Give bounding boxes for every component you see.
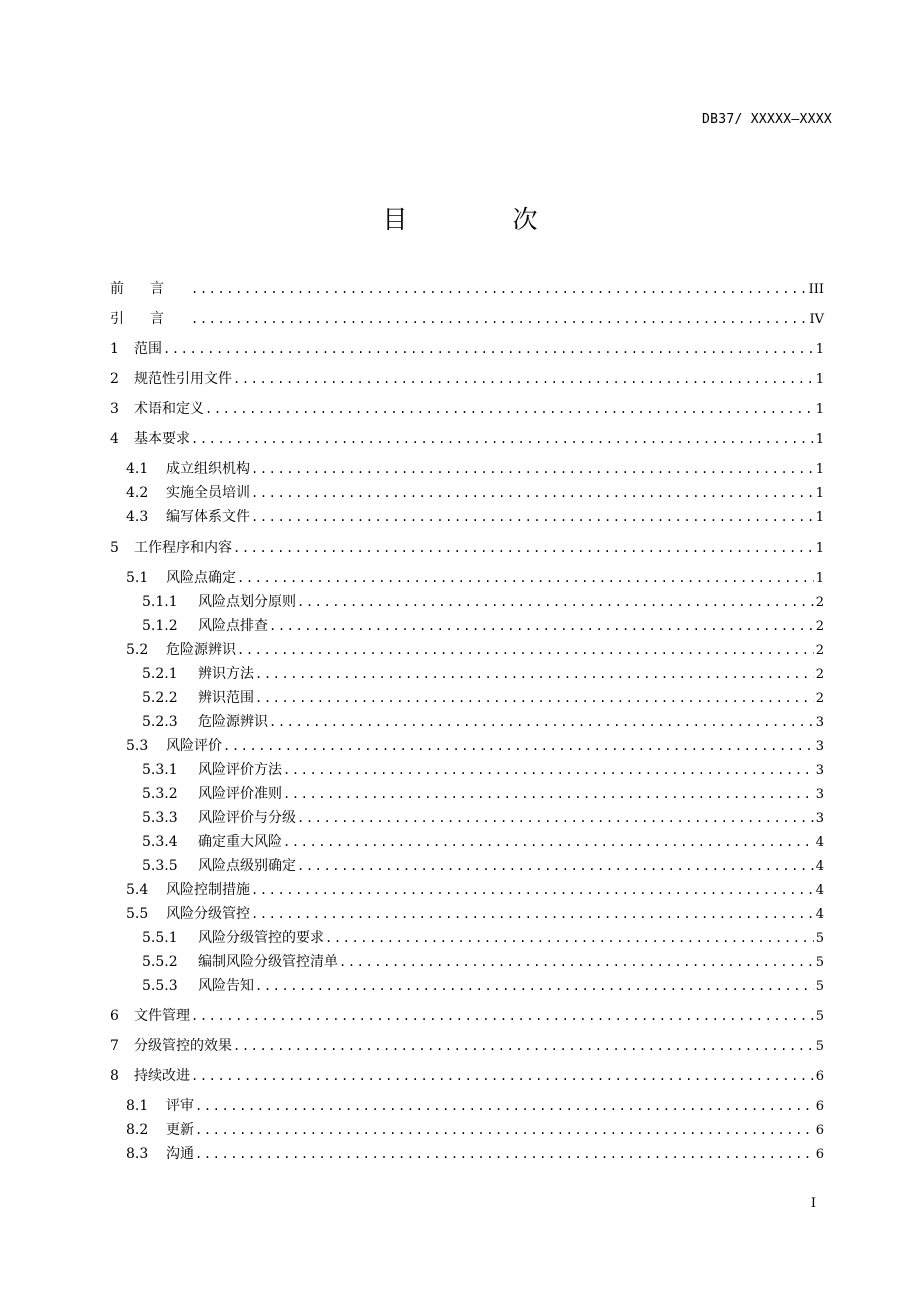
toc-entry-number: 5.3.4 bbox=[142, 834, 178, 850]
dot-leader bbox=[191, 309, 807, 329]
dot-leader bbox=[251, 483, 814, 503]
toc-entry-page: 5 bbox=[815, 979, 824, 994]
toc-entry-number: 5.2.2 bbox=[142, 690, 178, 706]
toc-entry[interactable] bbox=[110, 369, 824, 389]
toc-entry[interactable] bbox=[142, 808, 824, 828]
toc-entry[interactable] bbox=[126, 459, 824, 479]
toc-entry-number: 5.2 bbox=[126, 642, 149, 658]
toc-entry-number: 2 bbox=[110, 371, 119, 387]
dot-leader bbox=[283, 832, 814, 852]
toc-entry-title: 工作程序和内容 bbox=[134, 540, 232, 556]
toc-entry-number: 5.5.3 bbox=[142, 978, 178, 994]
toc-entry[interactable] bbox=[110, 1006, 824, 1026]
toc-entry[interactable] bbox=[142, 928, 824, 948]
toc-entry-page: 1 bbox=[815, 372, 824, 387]
toc-entry-title: 评审 bbox=[166, 1098, 194, 1114]
toc-entry[interactable] bbox=[142, 976, 824, 996]
toc-entry[interactable] bbox=[142, 688, 824, 708]
dot-leader bbox=[237, 640, 814, 660]
toc-entry[interactable] bbox=[142, 784, 824, 804]
toc-entry-number: 5.1.2 bbox=[142, 618, 178, 634]
toc-title: 目 次 bbox=[382, 205, 578, 234]
page-number: I bbox=[810, 1196, 816, 1211]
toc-entry-number: 5.3.1 bbox=[142, 762, 178, 778]
dot-leader bbox=[283, 760, 814, 780]
dot-leader bbox=[237, 568, 814, 588]
toc-entry-title: 风险分级管控的要求 bbox=[198, 930, 324, 946]
toc-entry-page: 3 bbox=[815, 763, 824, 778]
toc-entry[interactable] bbox=[110, 309, 824, 329]
toc-entry-page: IV bbox=[809, 312, 824, 327]
toc-entry[interactable] bbox=[110, 1066, 824, 1086]
toc-entry-title: 文件管理 bbox=[134, 1008, 190, 1024]
toc-entry-number: 5.2.1 bbox=[142, 666, 178, 682]
toc-entry-page: 4 bbox=[815, 883, 824, 898]
toc-entry-number: 5.2.3 bbox=[142, 714, 178, 730]
toc-entry-title: 持续改进 bbox=[134, 1068, 190, 1084]
dot-leader bbox=[255, 688, 814, 708]
toc-entry-page: 5 bbox=[815, 1039, 824, 1054]
toc-entry[interactable] bbox=[142, 664, 824, 684]
toc-entry-title: 风险点确定 bbox=[166, 570, 236, 586]
dot-leader bbox=[339, 952, 814, 972]
toc-entry-page: 1 bbox=[815, 571, 824, 586]
toc-entry[interactable] bbox=[110, 399, 824, 419]
toc-entry[interactable] bbox=[126, 1096, 824, 1116]
toc-entry-number: 4 bbox=[110, 431, 119, 447]
dot-leader bbox=[195, 1144, 814, 1164]
toc-entry-title: 确定重大风险 bbox=[198, 834, 282, 850]
toc-entry-page: 6 bbox=[815, 1147, 824, 1162]
toc-entry[interactable] bbox=[126, 1120, 824, 1140]
toc-entry-title: 分级管控的效果 bbox=[134, 1038, 232, 1054]
toc-entry-page: 6 bbox=[815, 1123, 824, 1138]
toc-entry-number: 3 bbox=[110, 401, 119, 417]
toc-entry[interactable] bbox=[126, 568, 824, 588]
toc-entry-title: 危险源辨识 bbox=[166, 642, 236, 658]
toc-entry-title: 编制风险分级管控清单 bbox=[198, 954, 338, 970]
toc-entry-number: 6 bbox=[110, 1008, 119, 1024]
toc-entry-title: 术语和定义 bbox=[134, 401, 204, 417]
toc-entry-number: 8.2 bbox=[126, 1122, 149, 1138]
toc-entry[interactable] bbox=[126, 507, 824, 527]
toc-entry-title: 风险控制措施 bbox=[166, 882, 250, 898]
toc-entry-title: 危险源辨识 bbox=[198, 714, 268, 730]
toc-entry-page: 6 bbox=[815, 1099, 824, 1114]
toc-entry-page: 2 bbox=[815, 667, 824, 682]
toc-entry-page: 2 bbox=[815, 595, 824, 610]
toc-entry[interactable] bbox=[126, 640, 824, 660]
toc-entry-page: 5 bbox=[815, 1009, 824, 1024]
toc-entry-title: 风险评价准则 bbox=[198, 786, 282, 802]
toc-entry[interactable] bbox=[126, 1144, 824, 1164]
toc-entry-title: 风险评价方法 bbox=[198, 762, 282, 778]
toc-entry-title: 风险评价 bbox=[166, 738, 222, 754]
toc-entry-page: 3 bbox=[815, 739, 824, 754]
toc-entry[interactable] bbox=[126, 880, 824, 900]
toc-entry[interactable] bbox=[142, 592, 824, 612]
dot-leader bbox=[191, 1006, 814, 1026]
toc-entry-page: 3 bbox=[815, 811, 824, 826]
toc-entry[interactable] bbox=[142, 712, 824, 732]
toc-entry-title: 引言 bbox=[110, 311, 190, 327]
toc-entry[interactable] bbox=[142, 952, 824, 972]
dot-leader bbox=[255, 976, 814, 996]
toc-entry-title: 前言 bbox=[110, 281, 190, 297]
toc-entry[interactable] bbox=[126, 483, 824, 503]
dot-leader bbox=[233, 369, 814, 389]
toc-entry[interactable] bbox=[126, 904, 824, 924]
toc-entry-page: 1 bbox=[815, 541, 824, 556]
toc-entry-title: 风险点级别确定 bbox=[198, 858, 296, 874]
toc-entry-number: 4.2 bbox=[126, 485, 149, 501]
toc-entry[interactable] bbox=[110, 339, 824, 359]
toc-entry-number: 4.3 bbox=[126, 509, 149, 525]
toc-entry[interactable] bbox=[110, 279, 824, 299]
toc-entry-number: 5.1.1 bbox=[142, 594, 178, 610]
toc-entry-page: III bbox=[808, 282, 824, 297]
toc-entry-number: 7 bbox=[110, 1038, 119, 1054]
dot-leader bbox=[297, 856, 814, 876]
toc-entry[interactable] bbox=[142, 832, 824, 852]
dot-leader bbox=[163, 339, 814, 359]
toc-entry-number: 5.5.1 bbox=[142, 930, 178, 946]
toc-entry-number: 5.3.5 bbox=[142, 858, 178, 874]
toc-entry-page: 4 bbox=[815, 859, 824, 874]
toc-entry[interactable] bbox=[142, 760, 824, 780]
dot-leader bbox=[191, 1066, 814, 1086]
toc-entry-title: 风险告知 bbox=[198, 978, 254, 994]
toc-entry-number: 5 bbox=[110, 540, 119, 556]
toc-entry[interactable] bbox=[126, 736, 824, 756]
toc-entry-title: 辨识范围 bbox=[198, 690, 254, 706]
dot-leader bbox=[251, 459, 814, 479]
document-code: DB37/ XXXXX—XXXX bbox=[701, 112, 832, 127]
toc-entry-title: 风险点排查 bbox=[198, 618, 268, 634]
toc-entry-page: 1 bbox=[815, 402, 824, 417]
dot-leader bbox=[191, 279, 807, 299]
toc-entry-number: 8.1 bbox=[126, 1098, 149, 1114]
toc-entry-page: 4 bbox=[815, 835, 824, 850]
toc-entry-number: 1 bbox=[110, 341, 119, 357]
dot-leader bbox=[191, 429, 814, 449]
dot-leader bbox=[297, 808, 814, 828]
toc-entry-page: 5 bbox=[815, 931, 824, 946]
toc-entry-title: 实施全员培训 bbox=[166, 485, 250, 501]
toc-entry-page: 2 bbox=[815, 643, 824, 658]
toc-entry-number: 8 bbox=[110, 1068, 119, 1084]
toc-entry-number: 5.4 bbox=[126, 882, 149, 898]
toc-entry-title: 风险点划分原则 bbox=[198, 594, 296, 610]
toc-entry[interactable] bbox=[110, 1036, 824, 1056]
dot-leader bbox=[251, 904, 814, 924]
toc-entry[interactable] bbox=[142, 616, 824, 636]
dot-leader bbox=[325, 928, 814, 948]
dot-leader bbox=[233, 538, 814, 558]
toc-entry-page: 2 bbox=[815, 691, 824, 706]
dot-leader bbox=[283, 784, 814, 804]
dot-leader bbox=[195, 1096, 814, 1116]
dot-leader bbox=[251, 880, 814, 900]
dot-leader bbox=[205, 399, 814, 419]
dot-leader bbox=[255, 664, 814, 684]
toc-entry-number: 8.3 bbox=[126, 1146, 149, 1162]
toc-entry[interactable] bbox=[110, 429, 824, 449]
toc-entry-number: 5.5 bbox=[126, 906, 149, 922]
toc-entry-page: 4 bbox=[815, 907, 824, 922]
toc-entry-page: 1 bbox=[815, 342, 824, 357]
toc-entry-title: 风险分级管控 bbox=[166, 906, 250, 922]
toc-entry-page: 1 bbox=[815, 432, 824, 447]
toc-entry-number: 4.1 bbox=[126, 461, 149, 477]
toc-entry-page: 3 bbox=[815, 715, 824, 730]
toc-entry-number: 5.5.2 bbox=[142, 954, 178, 970]
toc-entry[interactable] bbox=[110, 538, 824, 558]
toc-entry-title: 规范性引用文件 bbox=[134, 371, 232, 387]
toc-entry-number: 5.3.3 bbox=[142, 810, 178, 826]
toc-entry-page: 5 bbox=[815, 955, 824, 970]
toc-entry[interactable] bbox=[142, 856, 824, 876]
toc-entry-title: 辨识方法 bbox=[198, 666, 254, 682]
dot-leader bbox=[269, 712, 814, 732]
toc-entry-page: 1 bbox=[815, 510, 824, 525]
toc-entry-page: 6 bbox=[815, 1069, 824, 1084]
toc-entry-title: 基本要求 bbox=[134, 431, 190, 447]
toc-entry-page: 3 bbox=[815, 787, 824, 802]
toc-entry-number: 5.1 bbox=[126, 570, 149, 586]
dot-leader bbox=[223, 736, 814, 756]
dot-leader bbox=[233, 1036, 814, 1056]
toc-entry-title: 范围 bbox=[134, 341, 162, 357]
toc-entry-title: 成立组织机构 bbox=[166, 461, 250, 477]
toc-entry-title: 风险评价与分级 bbox=[198, 810, 296, 826]
toc-entry-title: 沟通 bbox=[166, 1146, 194, 1162]
toc-entry-number: 5.3.2 bbox=[142, 786, 178, 802]
dot-leader bbox=[251, 507, 814, 527]
dot-leader bbox=[269, 616, 814, 636]
dot-leader bbox=[195, 1120, 814, 1140]
toc-entry-title: 更新 bbox=[166, 1122, 194, 1138]
toc-entry-page: 1 bbox=[815, 462, 824, 477]
toc-entry-number: 5.3 bbox=[126, 738, 149, 754]
toc-entry-title: 编写体系文件 bbox=[166, 509, 250, 525]
toc-entry-page: 2 bbox=[815, 619, 824, 634]
toc-entry-page: 1 bbox=[815, 486, 824, 501]
dot-leader bbox=[297, 592, 814, 612]
